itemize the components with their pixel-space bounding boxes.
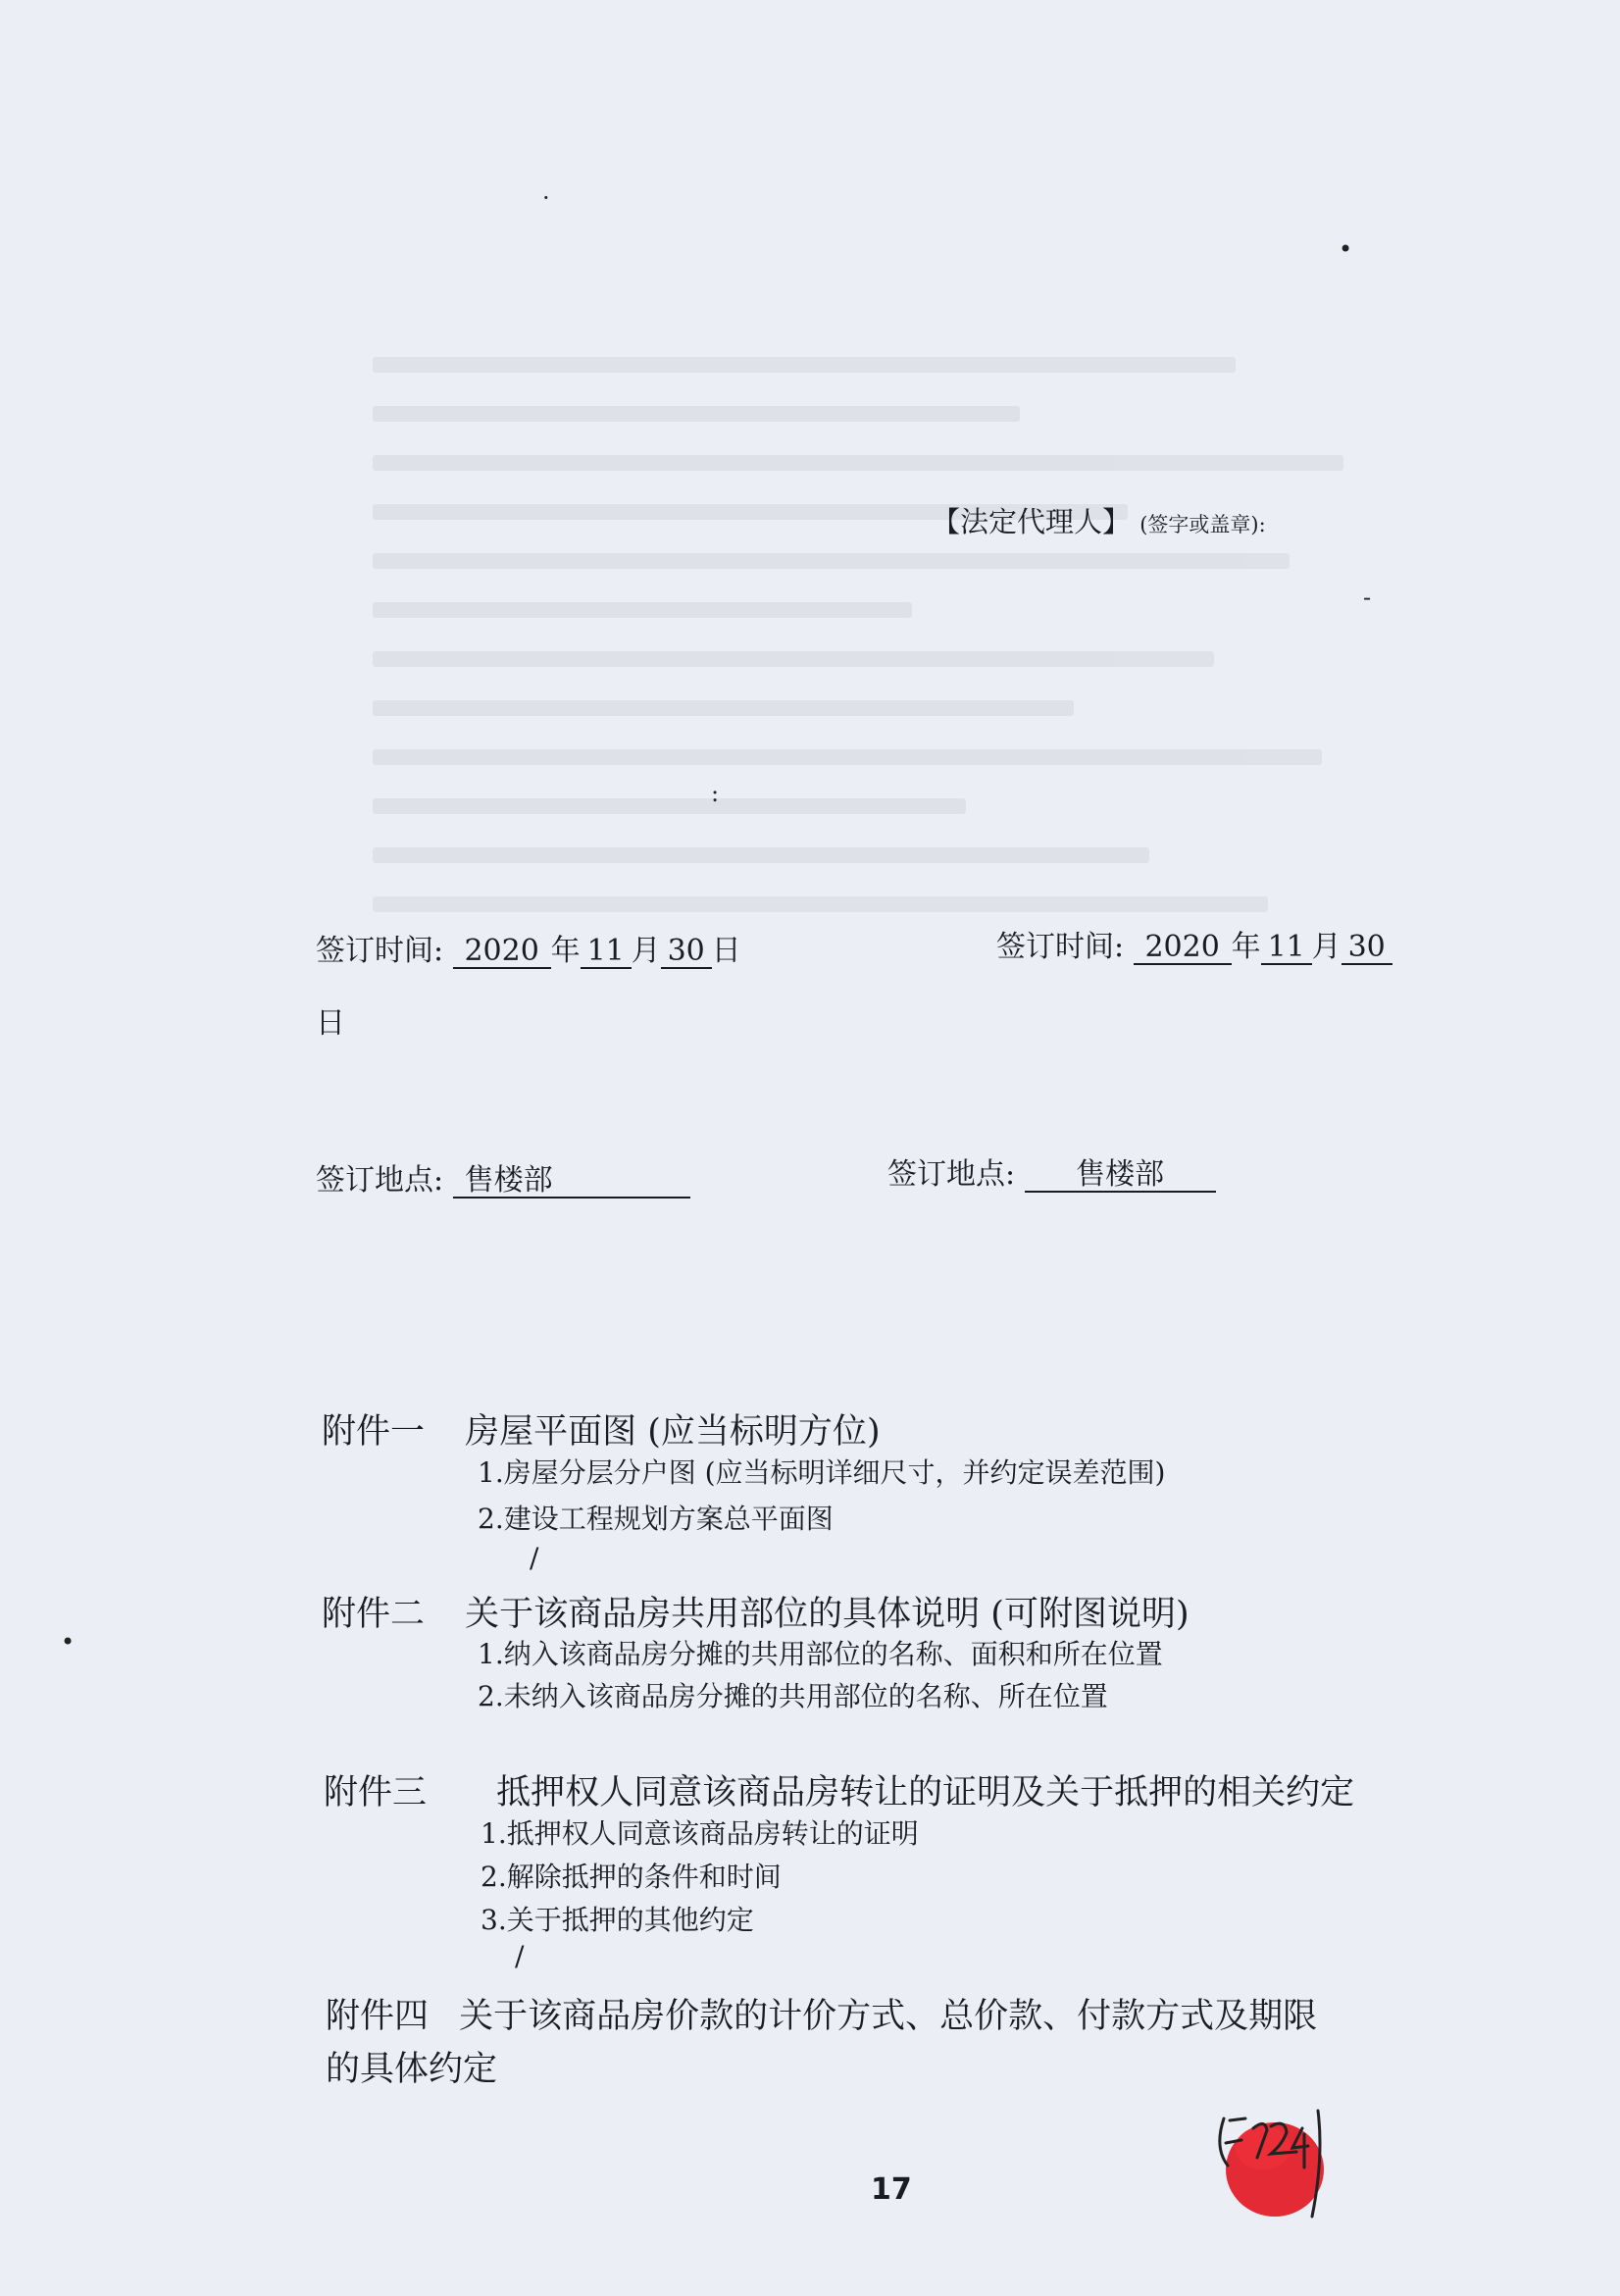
scan-speck: · [542,184,550,212]
attachment-3-heading [324,1765,1354,1814]
sign-time-right [996,922,1392,965]
sign-month-left: 11 [581,935,632,969]
month-unit-right: 月 [1311,930,1342,964]
attachment-4-heading [326,1989,1317,2038]
attachment-1-title: 房屋平面图 (应当标明方位) [465,1412,881,1452]
attachment-1-item-2: 2.建设工程规划方案总平面图 [478,1503,834,1535]
attachment-3-item-3: 3.关于抵押的其他约定 [481,1904,754,1936]
day-unit-left: 日 [711,934,741,968]
sign-place-right [887,1149,1216,1193]
slash-mark-1: / [530,1542,539,1574]
attachment-4-label: 附件四 [326,1997,430,2036]
attachment-4-title: 关于该商品房价款的计价方式、总价款、付款方式及期限 [459,1997,1318,2036]
year-unit-left: 年 [550,934,581,968]
sign-year-left: 2020 [453,935,551,969]
scan-speck: • [61,1628,76,1656]
scan-speck: : [711,780,720,807]
attachment-3-title: 抵押权人同意该商品房转让的证明及关于抵押的相关约定 [496,1773,1355,1812]
month-unit-left: 月 [631,934,661,968]
sign-place-label-left: 签订地点: [316,1163,444,1198]
sign-place-value-left: 售楼部 [453,1164,690,1199]
sign-day-left: 30 [661,935,712,969]
attachment-4-title-continued: 的具体约定 [326,2050,498,2089]
red-seal-stamp [1206,2089,1353,2226]
attachment-1-item-1: 1.房屋分层分户图 (应当标明详细尺寸，并约定误差范围) [478,1456,1166,1489]
legal-agent-note: (签字或盖章): [1139,513,1266,536]
attachment-2-item-2: 2.未纳入该商品房分摊的共用部位的名称、所在位置 [478,1680,1108,1712]
sign-time-label-right: 签订时间: [996,930,1125,964]
sign-place-left [316,1155,690,1199]
attachment-1-heading [322,1404,881,1454]
sign-month-right: 11 [1261,931,1312,965]
attachment-2-title: 关于该商品房共用部位的具体说明 (可附图说明) [465,1595,1190,1634]
attachment-1-label: 附件一 [322,1412,426,1452]
slash-mark-2: / [515,1940,525,1972]
scan-speck: • [1339,235,1353,263]
sign-day-unit-wrapped: 日 [316,1006,345,1041]
attachment-3-label: 附件三 [324,1773,428,1812]
attachment-2-item-1: 1.纳入该商品房分摊的共用部位的名称、面积和所在位置 [478,1638,1163,1670]
legal-agent-label: 【法定代理人】 [932,505,1132,538]
sign-year-right: 2020 [1134,931,1232,965]
sign-time-label-left: 签订时间: [316,934,444,968]
bleed-through-text [373,324,1451,1697]
attachment-2-heading [322,1587,1190,1636]
page-number: 17 [871,2172,912,2207]
scan-speck: - [1363,584,1372,611]
attachment-2-label: 附件二 [322,1595,426,1634]
sign-time-left [316,926,741,969]
legal-agent-line [932,500,1266,540]
sign-day-right: 30 [1342,931,1392,965]
sign-place-value-right: 售楼部 [1025,1158,1216,1193]
year-unit-right: 年 [1231,930,1261,964]
attachment-3-item-2: 2.解除抵押的条件和时间 [481,1861,782,1893]
attachment-3-item-1: 1.抵押权人同意该商品房转让的证明 [481,1817,919,1850]
sign-place-label-right: 签订地点: [887,1157,1016,1192]
